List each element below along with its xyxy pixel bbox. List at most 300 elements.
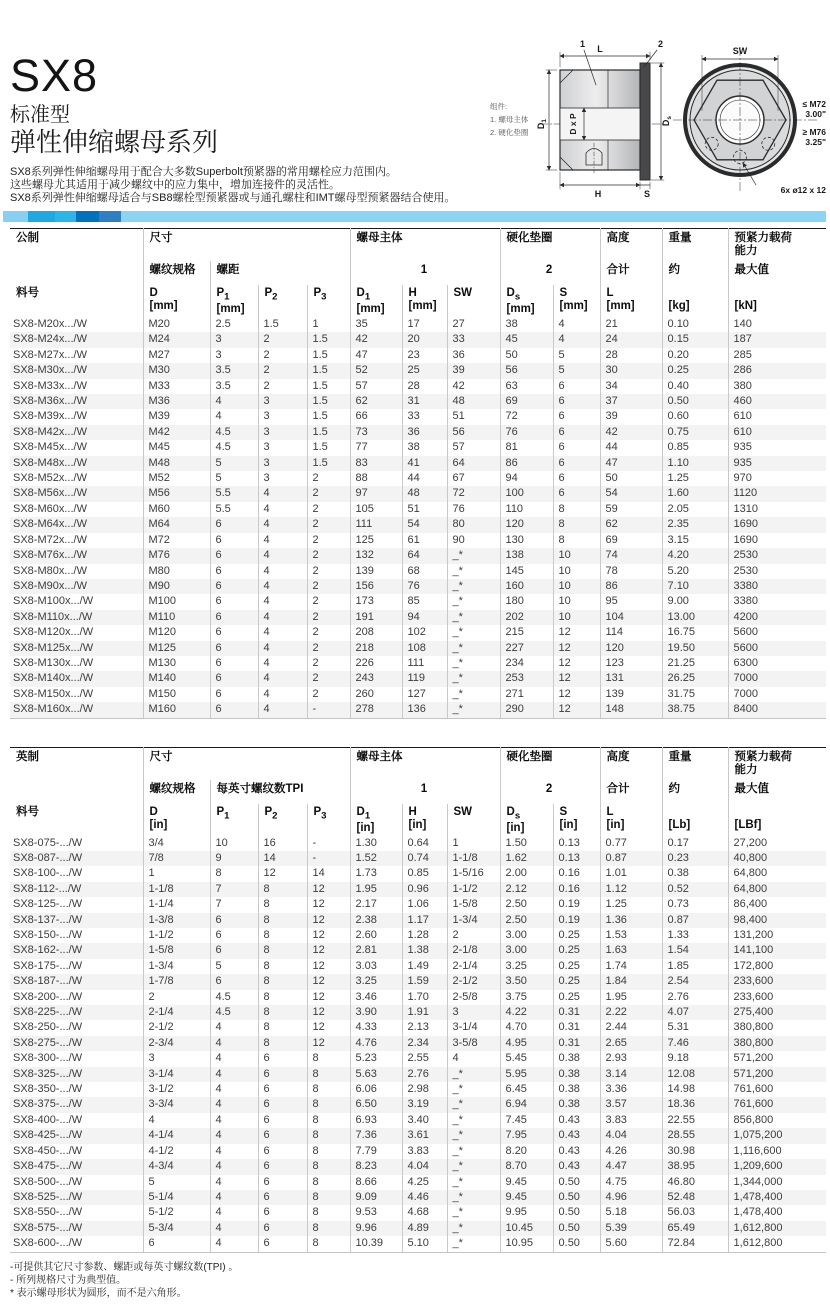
spec-value-cell: 1.85 bbox=[662, 959, 728, 974]
intro-line: SX8系列弹性伸缩螺母适合与SB8螺栓型预紧器或与通孔螺柱和IMT螺母型预紧器结合使用。 bbox=[10, 191, 456, 204]
column-header bbox=[662, 285, 728, 317]
column-header bbox=[143, 804, 210, 836]
table-row bbox=[10, 1205, 826, 1220]
table-row bbox=[10, 1128, 826, 1143]
spec-value-cell: M100 bbox=[143, 594, 210, 609]
spec-value-cell: 0.43 bbox=[553, 1144, 600, 1159]
spec-value-cell: 3.75 bbox=[500, 990, 553, 1005]
spec-value-cell: 38.75 bbox=[662, 702, 728, 718]
part-number-cell: SX8-M64x.../W bbox=[13, 518, 87, 531]
spec-value-cell: 6 bbox=[258, 1175, 307, 1190]
spec-value-cell: 12 bbox=[307, 1036, 350, 1051]
spec-value-cell: 6 bbox=[258, 1144, 307, 1159]
group-weight: 重量 bbox=[662, 747, 728, 780]
spec-value-cell: 3 bbox=[143, 1051, 210, 1066]
spec-value-cell: 12 bbox=[307, 990, 350, 1005]
group-weight: 重量 bbox=[662, 229, 728, 262]
table-row bbox=[10, 564, 826, 579]
spec-value-cell: 8 bbox=[307, 1221, 350, 1236]
spec-value-cell: 61 bbox=[402, 533, 447, 548]
spec-value-cell: 10.45 bbox=[500, 1221, 553, 1236]
table-row bbox=[10, 1175, 826, 1190]
spec-value-cell: 83 bbox=[350, 456, 402, 471]
spec-value-cell: 8.66 bbox=[350, 1175, 402, 1190]
column-unit bbox=[314, 303, 348, 316]
spec-value-cell: 8 bbox=[307, 1175, 350, 1190]
subgroup-nut-body-number: 1 bbox=[350, 780, 500, 804]
column-symbol: 料号 bbox=[16, 287, 39, 299]
spec-value-cell: 571,200 bbox=[728, 1067, 826, 1082]
spec-value-cell: _* bbox=[447, 671, 500, 686]
spec-value-cell: 5.20 bbox=[662, 564, 728, 579]
column-unit: [mm] bbox=[149, 300, 178, 312]
spec-value-cell: 119 bbox=[402, 671, 447, 686]
spec-value-cell: _* bbox=[447, 548, 500, 563]
spec-value-cell: 2 bbox=[143, 990, 210, 1005]
spec-value-cell: 1.01 bbox=[600, 866, 662, 881]
part-number-cell: SX8-475-.../W bbox=[13, 1160, 83, 1173]
spec-value-cell: 1.5 bbox=[307, 363, 350, 378]
spec-value-cell: 12 bbox=[307, 959, 350, 974]
spec-value-cell: 460 bbox=[728, 394, 826, 409]
spec-value-cell: 0.75 bbox=[662, 425, 728, 440]
spec-value-cell: 85 bbox=[402, 594, 447, 609]
spec-value-cell: 3.14 bbox=[600, 1067, 662, 1082]
spec-value-cell: 6 bbox=[258, 1128, 307, 1143]
part-number-cell: SX8-175-.../W bbox=[13, 959, 83, 972]
spec-value-cell: 1.5 bbox=[258, 317, 307, 332]
table-row bbox=[10, 671, 826, 686]
spec-value-cell: 4.20 bbox=[662, 548, 728, 563]
spec-value-cell: 6 bbox=[553, 456, 600, 471]
spec-value-cell: 0.13 bbox=[553, 836, 600, 851]
table-columns-row bbox=[10, 804, 826, 836]
spec-value-cell: 94 bbox=[402, 610, 447, 625]
column-header bbox=[258, 804, 307, 836]
part-number-cell: SX8-M76x.../W bbox=[13, 549, 87, 562]
spec-value-cell: 0.38 bbox=[553, 1067, 600, 1082]
spec-value-cell: 62 bbox=[600, 517, 662, 532]
group-nut-body: 螺母主体 bbox=[350, 747, 500, 780]
spec-value-cell: 0.64 bbox=[402, 836, 447, 851]
accent-bar bbox=[3, 211, 826, 222]
group-washer: 硬化垫圈 bbox=[500, 747, 600, 780]
spec-value-cell: 3380 bbox=[728, 594, 826, 609]
footnote-line: - 所列规格尺寸为典型值。 bbox=[10, 1274, 127, 1286]
spec-value-cell: 208 bbox=[350, 625, 402, 640]
spec-value-cell: 3.19 bbox=[402, 1097, 447, 1112]
spec-value-cell: 233,600 bbox=[728, 990, 826, 1005]
column-header bbox=[600, 804, 662, 836]
spec-value-cell: 5-1/2 bbox=[143, 1205, 210, 1220]
spec-value-cell: 4.07 bbox=[662, 1005, 728, 1020]
spec-value-cell: 5 bbox=[553, 363, 600, 378]
spec-value-cell: M140 bbox=[143, 671, 210, 686]
spec-value-cell: 138 bbox=[500, 548, 553, 563]
part-number-cell: SX8-400-.../W bbox=[13, 1113, 83, 1126]
spec-value-cell: 5.95 bbox=[500, 1067, 553, 1082]
table-group-row bbox=[10, 229, 826, 262]
spec-value-cell: 9.18 bbox=[662, 1051, 728, 1066]
spec-value-cell: 8400 bbox=[728, 702, 826, 718]
spec-value-cell: 2.81 bbox=[350, 943, 402, 958]
column-header bbox=[500, 285, 553, 317]
spec-value-cell: 10 bbox=[553, 579, 600, 594]
spec-value-cell: 8.20 bbox=[500, 1144, 553, 1159]
spec-value-cell: 5.31 bbox=[662, 1020, 728, 1035]
spec-value-cell: 74 bbox=[600, 548, 662, 563]
table-row bbox=[10, 641, 826, 656]
intro-line: SX8系列弹性伸缩螺母用于配合大多数Superbolt预紧器的常用螺栓应力范围内。 bbox=[10, 166, 397, 178]
spec-value-cell: 4 bbox=[258, 533, 307, 548]
table-row bbox=[10, 866, 826, 881]
spec-value-cell: 2.98 bbox=[402, 1082, 447, 1097]
round-limit-label: ≥ M76 bbox=[802, 127, 826, 137]
spec-value-cell: 2.54 bbox=[662, 974, 728, 989]
spec-value-cell: 0.25 bbox=[553, 990, 600, 1005]
column-unit: [mm] bbox=[356, 303, 385, 316]
part-number-cell: SX8-M60x.../W bbox=[13, 502, 87, 515]
spec-value-cell: 0.50 bbox=[553, 1236, 600, 1252]
spec-value-cell: 64,800 bbox=[728, 882, 826, 897]
table-row bbox=[10, 1036, 826, 1051]
column-symbol: $D_1$ bbox=[356, 805, 371, 821]
spec-value-cell: 0.50 bbox=[553, 1175, 600, 1190]
spec-value-cell: 0.19 bbox=[553, 897, 600, 912]
column-header bbox=[307, 285, 350, 317]
column-symbol: $P_2$ bbox=[264, 287, 278, 303]
spec-value-cell: 6 bbox=[553, 409, 600, 424]
subgroup-empty bbox=[10, 780, 143, 804]
spec-value-cell: 935 bbox=[728, 440, 826, 455]
spec-value-cell: 380,800 bbox=[728, 1036, 826, 1051]
spec-value-cell: 38.95 bbox=[662, 1159, 728, 1174]
column-header bbox=[402, 285, 447, 317]
spec-value-cell: 5 bbox=[143, 1175, 210, 1190]
spec-value-cell: 610 bbox=[728, 425, 826, 440]
spec-value-cell: 1.5 bbox=[307, 348, 350, 363]
spec-value-cell: 1.50 bbox=[500, 836, 553, 851]
table-row bbox=[10, 656, 826, 671]
spec-value-cell: 0.40 bbox=[662, 379, 728, 394]
table-row bbox=[10, 517, 826, 532]
spec-value-cell: 3/4 bbox=[143, 836, 210, 851]
subgroup-washer-number: 2 bbox=[500, 261, 600, 285]
spec-value-cell: 2.93 bbox=[600, 1051, 662, 1066]
spec-value-cell: 108 bbox=[402, 641, 447, 656]
spec-value-cell: 2.00 bbox=[500, 866, 553, 881]
column-unit bbox=[265, 303, 305, 316]
spec-value-cell: 2.65 bbox=[600, 1036, 662, 1051]
part-number-cell: SX8-500-.../W bbox=[13, 1175, 83, 1188]
spec-value-cell: 6 bbox=[210, 656, 258, 671]
spec-value-cell: 2.38 bbox=[350, 913, 402, 928]
spec-value-cell: 64 bbox=[402, 548, 447, 563]
spec-value-cell: 4 bbox=[258, 517, 307, 532]
spec-value-cell: M80 bbox=[143, 564, 210, 579]
table-columns-row bbox=[10, 285, 826, 317]
spec-value-cell: 51 bbox=[447, 409, 500, 424]
spec-value-cell: 5.60 bbox=[600, 1236, 662, 1252]
spec-value-cell: M64 bbox=[143, 517, 210, 532]
spec-value-cell: 12 bbox=[307, 928, 350, 943]
spec-value-cell: 3.25 bbox=[500, 959, 553, 974]
spec-value-cell: 21.25 bbox=[662, 656, 728, 671]
spec-value-cell: 1.33 bbox=[662, 928, 728, 943]
table-row bbox=[10, 625, 826, 640]
spec-value-cell: _* bbox=[447, 702, 500, 718]
spec-value-cell: 6 bbox=[258, 1205, 307, 1220]
spec-value-cell: 761,600 bbox=[728, 1082, 826, 1097]
spec-value-cell: _* bbox=[447, 579, 500, 594]
part-number-cell: SX8-200-.../W bbox=[13, 990, 83, 1003]
spec-value-cell: 12 bbox=[307, 1005, 350, 1020]
part-number-cell: SX8-M140x.../W bbox=[13, 672, 94, 685]
spec-value-cell: 42 bbox=[350, 332, 402, 347]
spec-value-cell: 8 bbox=[258, 990, 307, 1005]
spec-value-cell: 6.93 bbox=[350, 1113, 402, 1128]
spec-value-cell: 2 bbox=[307, 579, 350, 594]
part-number-cell: SX8-M56x.../W bbox=[13, 487, 87, 500]
spec-value-cell: 6 bbox=[210, 610, 258, 625]
column-unit: [in] bbox=[408, 818, 427, 831]
subgroup-washer-number: 2 bbox=[500, 780, 600, 804]
column-unit bbox=[16, 300, 141, 313]
spec-value-cell: 1.95 bbox=[600, 990, 662, 1005]
spec-value-cell: 3.83 bbox=[600, 1113, 662, 1128]
spec-value-cell: 12 bbox=[307, 1020, 350, 1035]
spec-value-cell: 7.46 bbox=[662, 1036, 728, 1051]
spec-value-cell: 12 bbox=[307, 943, 350, 958]
table-row bbox=[10, 1236, 826, 1252]
spec-value-cell: 72 bbox=[447, 486, 500, 501]
spec-value-cell: _* bbox=[447, 625, 500, 640]
spec-value-cell: 2-5/8 bbox=[447, 990, 500, 1005]
spec-value-cell: 3-5/8 bbox=[447, 1036, 500, 1051]
spec-value-cell: 2.55 bbox=[402, 1051, 447, 1066]
legend-item-nut-body: 1. 螺母主体 bbox=[490, 115, 529, 124]
spec-value-cell: 1.54 bbox=[662, 943, 728, 958]
spec-value-cell: 47 bbox=[600, 456, 662, 471]
spec-value-cell: 120 bbox=[500, 517, 553, 532]
spec-value-cell: 1.5 bbox=[307, 409, 350, 424]
table-row bbox=[10, 1144, 826, 1159]
section-label-metric: 公制 bbox=[16, 232, 39, 244]
spec-value-cell: 2-1/2 bbox=[447, 974, 500, 989]
spec-value-cell: 226 bbox=[350, 656, 402, 671]
spec-value-cell: 10 bbox=[553, 564, 600, 579]
spec-value-cell: 4-1/4 bbox=[143, 1128, 210, 1143]
spec-value-cell: 76 bbox=[500, 425, 553, 440]
product-subtitle-series: 弹性伸缩螺母系列 bbox=[10, 127, 219, 157]
column-unit: [in] bbox=[606, 818, 625, 831]
spec-value-cell: 4 bbox=[258, 671, 307, 686]
spec-value-cell: 7 bbox=[210, 882, 258, 897]
spec-value-cell: 6 bbox=[553, 394, 600, 409]
spec-value-cell: 4-3/4 bbox=[143, 1159, 210, 1174]
spec-value-cell: 2 bbox=[307, 548, 350, 563]
spec-value-cell: 4 bbox=[258, 548, 307, 563]
spec-value-cell: 180 bbox=[500, 594, 553, 609]
spec-value-cell: 4 bbox=[258, 625, 307, 640]
spec-value-cell: 4 bbox=[258, 486, 307, 501]
spec-value-cell: 1,075,200 bbox=[728, 1128, 826, 1143]
spec-value-cell: 571,200 bbox=[728, 1051, 826, 1066]
spec-value-cell: 260 bbox=[350, 687, 402, 702]
spec-value-cell: 0.87 bbox=[662, 913, 728, 928]
column-unit: [kN] bbox=[734, 300, 757, 312]
spec-value-cell: 5 bbox=[553, 348, 600, 363]
spec-value-cell: 1.06 bbox=[402, 897, 447, 912]
spec-value-cell: 1.5 bbox=[307, 394, 350, 409]
accent-bar-segment bbox=[55, 211, 76, 222]
spec-value-cell: 64,800 bbox=[728, 866, 826, 881]
spec-value-cell: 6 bbox=[553, 379, 600, 394]
spec-value-cell: 3.00 bbox=[500, 943, 553, 958]
spec-value-cell: 290 bbox=[500, 702, 553, 718]
spec-value-cell: 0.19 bbox=[553, 913, 600, 928]
spec-value-cell: 12 bbox=[307, 913, 350, 928]
spec-value-cell: 6.45 bbox=[500, 1082, 553, 1097]
spec-value-cell: 47 bbox=[350, 348, 402, 363]
spec-value-cell: 8.23 bbox=[350, 1159, 402, 1174]
spec-value-cell: M20 bbox=[143, 317, 210, 332]
spec-value-cell: 1690 bbox=[728, 517, 826, 532]
spec-value-cell: 4.70 bbox=[500, 1020, 553, 1035]
spec-value-cell: 0.96 bbox=[402, 882, 447, 897]
column-unit bbox=[217, 822, 256, 835]
spec-value-cell: 6 bbox=[258, 1051, 307, 1066]
spec-value-cell: 4 bbox=[210, 1236, 258, 1252]
accent-bar-segment bbox=[121, 211, 826, 222]
part-number-cell: SX8-125-.../W bbox=[13, 898, 83, 911]
column-symbol: L bbox=[606, 805, 614, 818]
spec-value-cell: 4 bbox=[210, 394, 258, 409]
spec-value-cell: 4.5 bbox=[210, 440, 258, 455]
spec-value-cell: 271 bbox=[500, 687, 553, 702]
footnote-line: -可提供其它尺寸参数、螺距或每英寸螺纹数(TPI) 。 bbox=[10, 1261, 239, 1273]
intro-paragraph bbox=[10, 166, 456, 204]
spec-value-cell: 3.46 bbox=[350, 990, 402, 1005]
spec-value-cell: 4 bbox=[210, 1205, 258, 1220]
spec-value-cell: 6 bbox=[210, 548, 258, 563]
section-label-imperial: 英制 bbox=[16, 750, 39, 763]
column-symbol: L bbox=[606, 287, 614, 299]
part-number-cell: SX8-M36x.../W bbox=[13, 395, 87, 408]
spec-value-cell: 8 bbox=[307, 1190, 350, 1205]
column-header bbox=[307, 804, 350, 836]
spec-value-cell: 37 bbox=[600, 394, 662, 409]
spec-value-cell: 4 bbox=[210, 1221, 258, 1236]
spec-value-cell: 1.73 bbox=[350, 866, 402, 881]
spec-value-cell: 6 bbox=[210, 517, 258, 532]
column-header bbox=[210, 804, 258, 836]
spec-value-cell: - bbox=[307, 702, 350, 718]
spec-value-cell: 6 bbox=[210, 641, 258, 656]
spec-value-cell: 114 bbox=[600, 625, 662, 640]
spec-value-cell: 140 bbox=[728, 317, 826, 332]
spec-value-cell: 2 bbox=[307, 610, 350, 625]
column-symbol: SW bbox=[453, 805, 473, 818]
accent-bar-segment bbox=[28, 211, 55, 222]
spec-value-cell: 2 bbox=[258, 363, 307, 378]
spec-value-cell: 0.17 bbox=[662, 836, 728, 851]
spec-value-cell: 77 bbox=[350, 440, 402, 455]
spec-value-cell: 761,600 bbox=[728, 1097, 826, 1112]
spec-value-cell: 0.13 bbox=[553, 851, 600, 866]
spec-value-cell: 6 bbox=[258, 1113, 307, 1128]
spec-value-cell: 3 bbox=[258, 440, 307, 455]
spec-value-cell: 380,800 bbox=[728, 1020, 826, 1035]
column-unit: [LBf] bbox=[734, 818, 762, 831]
spec-value-cell: 16.75 bbox=[662, 625, 728, 640]
table-row bbox=[10, 1221, 826, 1236]
table-row bbox=[10, 959, 826, 974]
spec-value-cell: 1.25 bbox=[662, 471, 728, 486]
jack-holes-label: 6x ø12 x 12 bbox=[780, 185, 826, 195]
spec-value-cell: M160 bbox=[143, 702, 210, 718]
spec-value-cell: 286 bbox=[728, 363, 826, 378]
spec-value-cell: _* bbox=[447, 1205, 500, 1220]
spec-value-cell: 6 bbox=[210, 671, 258, 686]
spec-value-cell: 1.95 bbox=[350, 882, 402, 897]
spec-value-cell: 69 bbox=[600, 533, 662, 548]
table-row bbox=[10, 1159, 826, 1174]
part-number-cell: SX8-137-.../W bbox=[13, 913, 83, 926]
spec-value-cell: _* bbox=[447, 1221, 500, 1236]
spec-value-cell: 39 bbox=[600, 409, 662, 424]
table-row bbox=[10, 332, 826, 347]
spec-value-cell: 1.30 bbox=[350, 836, 402, 851]
spec-value-cell: M30 bbox=[143, 363, 210, 378]
accent-bar-segment bbox=[3, 211, 28, 222]
table-row bbox=[10, 702, 826, 718]
group-preload bbox=[728, 229, 826, 262]
spec-value-cell: 1.25 bbox=[600, 897, 662, 912]
table-row bbox=[10, 851, 826, 866]
table-row bbox=[10, 317, 826, 332]
spec-value-cell: 3.25 bbox=[350, 974, 402, 989]
spec-value-cell: 5.5 bbox=[210, 502, 258, 517]
spec-value-cell: 2.05 bbox=[662, 502, 728, 517]
subgroup-preload-max: 最大值 bbox=[728, 780, 826, 804]
spec-value-cell: 6 bbox=[210, 974, 258, 989]
spec-value-cell: 1.28 bbox=[402, 928, 447, 943]
spec-value-cell: 4.5 bbox=[210, 425, 258, 440]
spec-value-cell: 6 bbox=[553, 425, 600, 440]
spec-value-cell: 2 bbox=[307, 656, 350, 671]
spec-value-cell: 36 bbox=[402, 425, 447, 440]
spec-value-cell: 4 bbox=[210, 1036, 258, 1051]
spec-value-cell: 35 bbox=[350, 317, 402, 332]
spec-value-cell: 4 bbox=[210, 1082, 258, 1097]
legend-title: 组件: bbox=[490, 102, 508, 111]
table-row bbox=[10, 897, 826, 912]
column-unit: [mm] bbox=[408, 300, 437, 312]
spec-value-cell: 1-5/8 bbox=[143, 943, 210, 958]
spec-value-cell: 218 bbox=[350, 641, 402, 656]
spec-value-cell: 0.52 bbox=[662, 882, 728, 897]
spec-value-cell: 27 bbox=[447, 317, 500, 332]
spec-value-cell: 2 bbox=[307, 687, 350, 702]
spec-value-cell: 8 bbox=[307, 1082, 350, 1097]
spec-value-cell: 139 bbox=[600, 687, 662, 702]
spec-value-cell: 0.43 bbox=[553, 1128, 600, 1143]
spec-value-cell: 2 bbox=[307, 517, 350, 532]
callout-2-washer: 2 bbox=[658, 39, 664, 49]
spec-value-cell: 63 bbox=[500, 379, 553, 394]
spec-value-cell: 856,800 bbox=[728, 1113, 826, 1128]
